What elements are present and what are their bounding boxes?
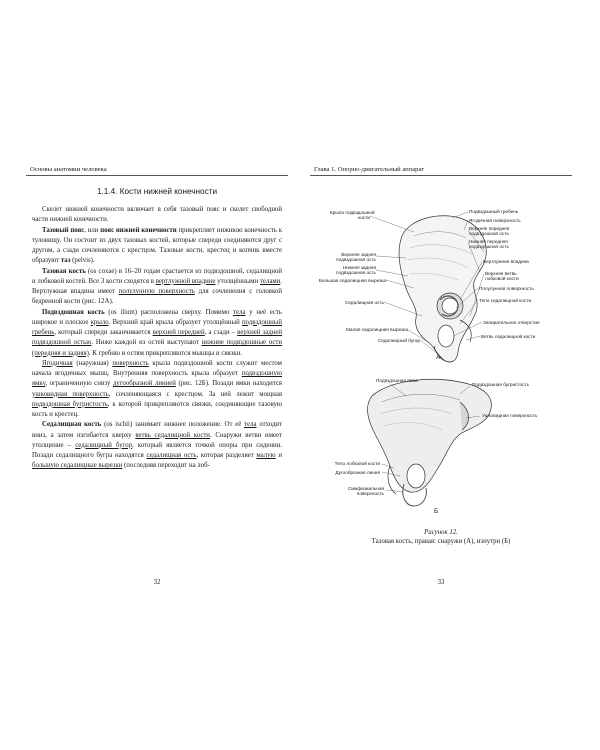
figure-b	[310, 372, 572, 522]
section-title: 1.1.4. Кости нижней конечности	[96, 187, 218, 196]
page-number-right: 33	[437, 579, 445, 586]
text-run: (os ilium) расположена сверху. Помимо	[104, 308, 234, 316]
text-run: , ограниченную снизу	[45, 380, 113, 388]
bold-term: пояс нижней конечности	[100, 226, 177, 234]
label-obturator-foramen: Запирательное отверстие	[483, 320, 540, 325]
text-run: . Верхний край крыла образует утолщённый	[108, 318, 242, 326]
figure-letter-a: А	[436, 354, 441, 361]
running-head-left: Основы анатомии человека	[26, 166, 288, 176]
pelvis-outer-illustration	[310, 196, 572, 392]
text-run: (os ischii) занимает нижнее положение. От её	[101, 421, 245, 429]
right-page	[310, 166, 572, 586]
label-lesser-sciatic-notch: Малая седалищная вырезка	[345, 327, 408, 332]
figure-caption-text: Тазовая кость, правая: снаружи (А), изнутри (Б)	[371, 538, 511, 545]
text-run: у неё есть широкое и плоское	[32, 308, 282, 326]
text-run: . Ниже каждой из остей выступают	[91, 339, 202, 347]
underlined-term: верхней передней	[152, 329, 205, 336]
bold-term: Подвздошная кость	[42, 308, 105, 316]
text-run: . Вертлужная впадина имеет	[32, 277, 282, 295]
underlined-term: подвздошную ямку	[32, 370, 282, 388]
underlined-term: ветвь седалищной кости	[135, 431, 210, 439]
label-posterior-inferior-spine: Нижняя задняя подвздошная ость	[336, 265, 376, 276]
figure-letter-b: Б	[434, 508, 439, 515]
underlined-term: седалищный бугор	[75, 441, 133, 449]
text-run: (os coxae) в 16–20 годам срастается из подвздошной, седалищной и лобковой костей. Все 3 кости сходятся в	[32, 267, 283, 285]
label-lunate-surface: Полулунная поверхность	[479, 286, 534, 291]
text-run: . К гребню и остям прикрепляются мышцы и связки.	[88, 349, 242, 357]
running-head-right: Глава 1. Опорно-двигательный аппарат	[310, 166, 572, 176]
text-run: , к которой прикрепляются связки, соединяющие тазовую кость и крестец.	[32, 400, 282, 418]
underlined-term: тела	[233, 308, 246, 316]
page-number-left: 32	[153, 579, 161, 586]
label-arcuate-line: Дугообразная линия	[335, 470, 380, 475]
label-gluteal-surface: Ягодичная поверхность	[469, 218, 521, 223]
label-superior-pubic-ramus: Верхняя ветвь лобковой кости	[485, 271, 519, 282]
text-run: Скелет нижней конечности включает в себя тазовый пояс и скелет свободной части нижней конечности.	[32, 206, 282, 224]
underlined-term: вертлужной впадине	[155, 277, 216, 285]
text-run: прикрепляет нижнюю конечность к туловищу. Он состоит из двух тазовых костей, которые спереди соединяются друг с другом, а сзади сочленяются с крестцом. Тазовые кости, крестец и копчик вместе образуют	[32, 226, 283, 265]
label-ilium-wing: Крыло подвздошной кости	[330, 210, 375, 221]
label-ischial-spine: Седалищная ость	[344, 300, 384, 305]
underlined-term: дугообразной линией	[112, 380, 176, 388]
label-iliac-crest: Подвздошный гребень	[469, 209, 519, 214]
text-run: отходит вниз, а затем изгибается кверху	[32, 421, 283, 439]
figure-caption	[310, 528, 572, 546]
underlined-term: поверхность	[112, 359, 149, 367]
label-ischial-tuberosity: Седалищный бугор	[377, 338, 420, 343]
underlined-term: крыло	[90, 318, 109, 326]
paragraph	[32, 267, 282, 308]
paragraph	[32, 226, 282, 267]
underlined-term: телами	[259, 277, 281, 285]
underlined-term: большую седалищные вырезки	[32, 462, 123, 470]
label-ischium-body: Тело седалищной кости	[479, 298, 532, 303]
text-run: , а сзади –	[204, 329, 238, 336]
label-acetabulum: Вертлужная впадина	[483, 259, 529, 264]
text-run: , или	[84, 226, 101, 234]
text-run: крыла подвздошной кости служит местом начала ягодичных мышц. Внутренняя поверхность крыла образует	[32, 359, 282, 377]
label-posterior-superior-spine: Верхняя задняя подвздошная ость	[336, 252, 376, 263]
paragraph	[32, 420, 282, 471]
label-ischial-ramus: Ветвь седалищной кости	[481, 334, 536, 339]
underlined-term: ушковидная поверхность	[32, 390, 109, 398]
label-auricular-surface: Ушковидная поверхность	[482, 413, 538, 418]
underlined-term: подвздошная бугристость	[32, 400, 108, 408]
label-symphyseal-surface: Симфизиальная поверхность	[348, 486, 384, 497]
label-anterior-inferior-spine: Нижняя передняя подвздошная ость	[469, 239, 509, 250]
book-spread	[26, 166, 576, 586]
label-greater-sciatic-notch: Большая седалищная вырезка	[318, 278, 386, 283]
text-run: для сочленения с головкой бедренной кости (рис. 12А).	[32, 288, 282, 306]
pelvis-inner-illustration	[310, 372, 572, 522]
label-anterior-superior-spine: Верхняя передняя подвздошная ость	[469, 226, 510, 237]
text-run: утолщёнными	[215, 277, 260, 285]
bold-term: таз	[60, 257, 71, 265]
label-iliac-tuberosity: Подвздошная бугристость	[472, 382, 530, 387]
figure-a	[310, 196, 572, 392]
underlined-term: полулунную поверхность	[118, 288, 195, 295]
text-run: , сочленяющаяся с крестцом. За ней лежит мощная	[108, 390, 282, 398]
bold-term: Тазовый пояс	[42, 226, 85, 234]
text-run: (рис. 12Б). Позади ямки находится	[175, 380, 283, 388]
text-run: (наружная)	[72, 359, 113, 367]
left-page	[26, 166, 288, 586]
paragraph	[32, 205, 282, 226]
label-pubic-body: Тело лобковой кости	[334, 461, 380, 466]
text-run: (последняя переходит на лоб-	[122, 462, 210, 470]
underlined-term: малую	[256, 452, 276, 459]
underlined-term: нижние подвздошные ости (передняя и задняя)	[32, 339, 283, 357]
underlined-term: седалищная ость	[146, 452, 197, 459]
text-run: , которая разделяет	[196, 452, 257, 459]
underlined-term: верхней задней подвздошной остью	[32, 329, 282, 347]
underlined-term: тела	[244, 421, 257, 429]
bold-term: Тазовая кость	[42, 267, 86, 275]
underlined-term: Ягодичная	[42, 359, 73, 367]
text-run: . Снаружи ветви имеет утолщение –	[32, 431, 282, 449]
paragraph	[32, 308, 282, 359]
figure-number: Рисунок 12.	[424, 529, 458, 536]
text-run: (pelvis).	[70, 257, 95, 265]
text-run: и	[275, 452, 282, 459]
body-text	[26, 205, 288, 472]
label-iliac-fossa: Подвздошная ямка	[376, 378, 418, 383]
paragraph	[32, 359, 282, 421]
underlined-term: подвздошный гребень	[32, 318, 282, 336]
bold-term: Седалищная кость	[42, 421, 102, 429]
text-run: , который является точкой опоры при сидении. Позади седалищного бугра находятся	[32, 441, 282, 459]
text-run: , который спереди заканчивается	[54, 329, 153, 336]
